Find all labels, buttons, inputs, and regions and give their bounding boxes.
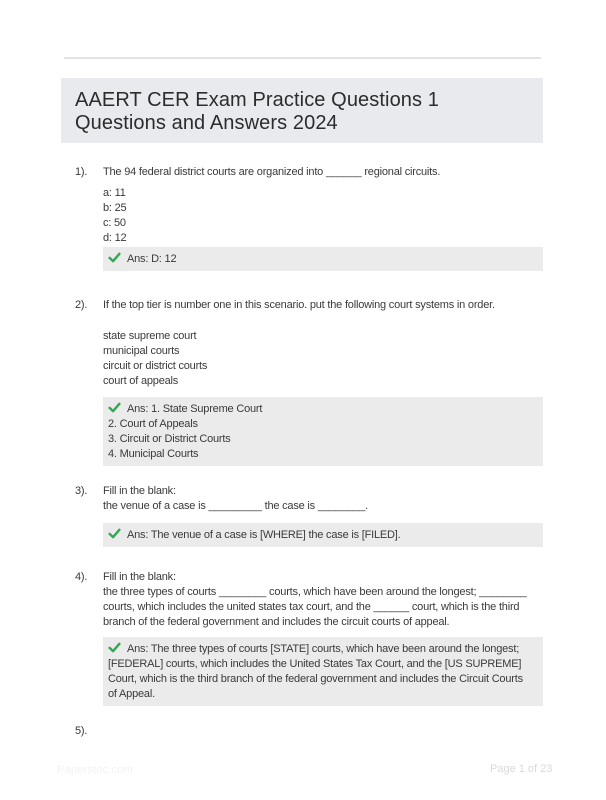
question-text-line: If the top tier is number one in this scenario. put the following court systems in order. — [103, 299, 495, 311]
check-icon — [108, 641, 121, 654]
answer-text-line: [FEDERAL] courts, which includes the United States Tax Court, and the [US SUPREME] — [108, 658, 522, 670]
question-text-line: the venue of a case is _________ the case is ________. — [103, 500, 369, 512]
question-number: 1). — [75, 166, 88, 178]
answer-text: Ans: 1. State Supreme Court — [127, 403, 263, 415]
answer-box — [103, 523, 543, 547]
answer-text-line: 4. Municipal Courts — [108, 448, 199, 460]
answer-box — [103, 637, 543, 706]
option-line: a: 11 — [103, 187, 126, 199]
question-body — [103, 298, 566, 466]
page-title-line-1: AAERT CER Exam Practice Questions 1 — [75, 89, 440, 111]
question-text-line: branch of the federal government and includes the circuit courts of appeal. — [103, 616, 450, 628]
answer-text-line: 3. Circuit or District Courts — [108, 433, 231, 445]
question-number: 5). — [75, 725, 88, 737]
check-icon — [108, 401, 121, 414]
page-title-line-2: Questions and Answers 2024 — [75, 112, 338, 134]
list-line: state supreme court — [103, 330, 197, 342]
answer-box — [103, 247, 543, 271]
answer-box — [103, 397, 543, 466]
answer-text-line — [108, 251, 533, 267]
list-line: court of appeals — [103, 375, 179, 387]
answer-text-line — [108, 641, 533, 657]
list-line: circuit or district courts — [103, 360, 208, 372]
question-text-line: the three types of courts ________ courts, which have been around the longest; ________ — [103, 586, 527, 598]
check-icon — [108, 251, 121, 264]
answer-text: Ans: The venue of a case is [WHERE] the case is [FILED]. — [127, 529, 401, 541]
question-text-line: Fill in the blank: — [103, 485, 176, 497]
answer-text-line — [108, 527, 533, 543]
answer-text-line: of Appeal. — [108, 688, 155, 700]
answer-text-line — [108, 401, 533, 417]
watermark: Paperstoc.com — [57, 764, 133, 776]
question-body — [103, 570, 566, 706]
question-text-line: The 94 federal district courts are organized into ______ regional circuits. — [103, 166, 441, 178]
check-icon — [108, 527, 121, 540]
list-line: municipal courts — [103, 345, 180, 357]
header-divider — [64, 57, 541, 59]
question-block-3 — [75, 484, 566, 547]
question-text-line: Fill in the blank: — [103, 571, 176, 583]
question-text-line: courts, which includes the united states tax court, and the ______ court, which is the third — [103, 601, 520, 613]
answer-text-line: 2. Court of Appeals — [108, 418, 198, 430]
question-block-1 — [75, 165, 566, 271]
answer-text-line: Court, which is the third branch of the federal government and includes the Circuit Courts — [108, 673, 523, 685]
question-body — [103, 165, 566, 271]
question-block-2 — [75, 298, 566, 466]
question-number: 2). — [75, 299, 88, 311]
question-body — [103, 484, 566, 547]
question-number: 4). — [75, 571, 88, 583]
option-line: c: 50 — [103, 217, 126, 229]
option-list — [103, 186, 566, 246]
option-line: b: 25 — [103, 202, 127, 214]
answer-text: Ans: The three types of courts [STATE] courts, which have been around the longest; — [127, 643, 520, 655]
page-title — [61, 78, 543, 143]
question-block-4 — [75, 570, 566, 706]
item-list — [103, 329, 566, 389]
answer-text: Ans: D: 12 — [127, 253, 177, 265]
option-line: d: 12 — [103, 232, 127, 244]
question-number: 3). — [75, 485, 88, 497]
page-number: Page 1 of 23 — [490, 763, 553, 775]
